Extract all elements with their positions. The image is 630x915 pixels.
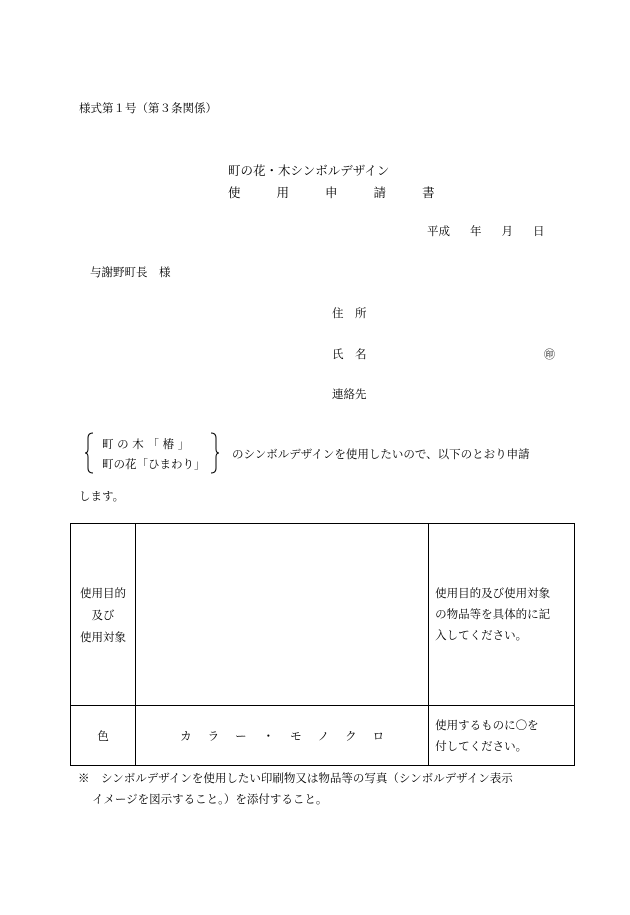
color-option-char: ー bbox=[235, 728, 247, 743]
attachment-note-line1: ※ シンボルデザインを使用したい印刷物又は物品等の写真（シンボルデザイン表示 bbox=[78, 771, 513, 785]
title-char: 書 bbox=[422, 185, 435, 200]
color-option-char: ノ bbox=[317, 728, 330, 743]
contact-label: 連絡先 bbox=[332, 387, 367, 401]
date-year: 年 bbox=[470, 224, 482, 238]
color-option-char: ロ bbox=[372, 728, 385, 743]
form-number: 様式第１号（第３条関係） bbox=[79, 101, 217, 115]
table-row bbox=[71, 524, 575, 706]
table-row bbox=[71, 706, 575, 766]
address-label: 住 所 bbox=[332, 306, 367, 320]
purpose-label-line: 使用目的 bbox=[80, 585, 126, 600]
color-option-char: ク bbox=[345, 728, 357, 743]
color-option-char: カ bbox=[180, 728, 192, 743]
color-options-cell[interactable] bbox=[136, 706, 429, 766]
purpose-note-line: 入してください。 bbox=[435, 628, 528, 642]
color-option-char: ラ bbox=[207, 728, 220, 743]
right-brace-icon bbox=[210, 432, 220, 474]
title-char: 使 bbox=[228, 185, 241, 200]
purpose-label bbox=[71, 524, 136, 706]
purpose-note-line: 使用目的及び使用対象 bbox=[435, 586, 551, 600]
color-option-char: ・ bbox=[262, 728, 275, 743]
choice-tree: 町 の 木 「 椿 」 bbox=[102, 437, 190, 451]
attachment-note-line2: イメージを図示すること。）を添付すること。 bbox=[92, 792, 328, 806]
purpose-label-line: 及び bbox=[91, 607, 115, 622]
date-line bbox=[427, 223, 545, 239]
color-note-line: 使用するものに〇を bbox=[435, 717, 539, 732]
title-char: 申 bbox=[325, 185, 338, 200]
title-char: 用 bbox=[276, 185, 290, 200]
title-char: 請 bbox=[373, 185, 387, 200]
choice-flower: 町の花「ひまわり」 bbox=[102, 457, 206, 471]
purpose-label-line: 使用対象 bbox=[80, 629, 126, 644]
form-title-line1: 町の花・木シンボルデザイン bbox=[228, 163, 390, 178]
date-era: 平成 bbox=[427, 224, 450, 238]
request-text-2: します。 bbox=[79, 489, 125, 503]
left-brace-icon bbox=[84, 432, 94, 474]
seal-mark: ㊞ bbox=[544, 348, 555, 361]
purpose-note-line: の物品等を具体的に記 bbox=[435, 607, 551, 621]
purpose-note bbox=[429, 524, 575, 706]
application-table bbox=[70, 523, 575, 766]
color-note-line: 付してください。 bbox=[435, 738, 528, 753]
color-option-char: モ bbox=[290, 728, 302, 743]
addressee: 与謝野町長 様 bbox=[90, 265, 171, 279]
request-text-1: のシンボルデザインを使用したいので、以下のとおり申請 bbox=[232, 447, 530, 461]
symbol-choice-bracket bbox=[84, 432, 220, 474]
color-label: 色 bbox=[71, 706, 136, 766]
date-day: 日 bbox=[533, 224, 545, 238]
date-month: 月 bbox=[501, 224, 513, 238]
purpose-input-cell[interactable] bbox=[136, 524, 429, 706]
name-label: 氏 名 bbox=[332, 347, 367, 361]
color-note bbox=[429, 706, 575, 766]
form-title-line2 bbox=[228, 183, 435, 201]
